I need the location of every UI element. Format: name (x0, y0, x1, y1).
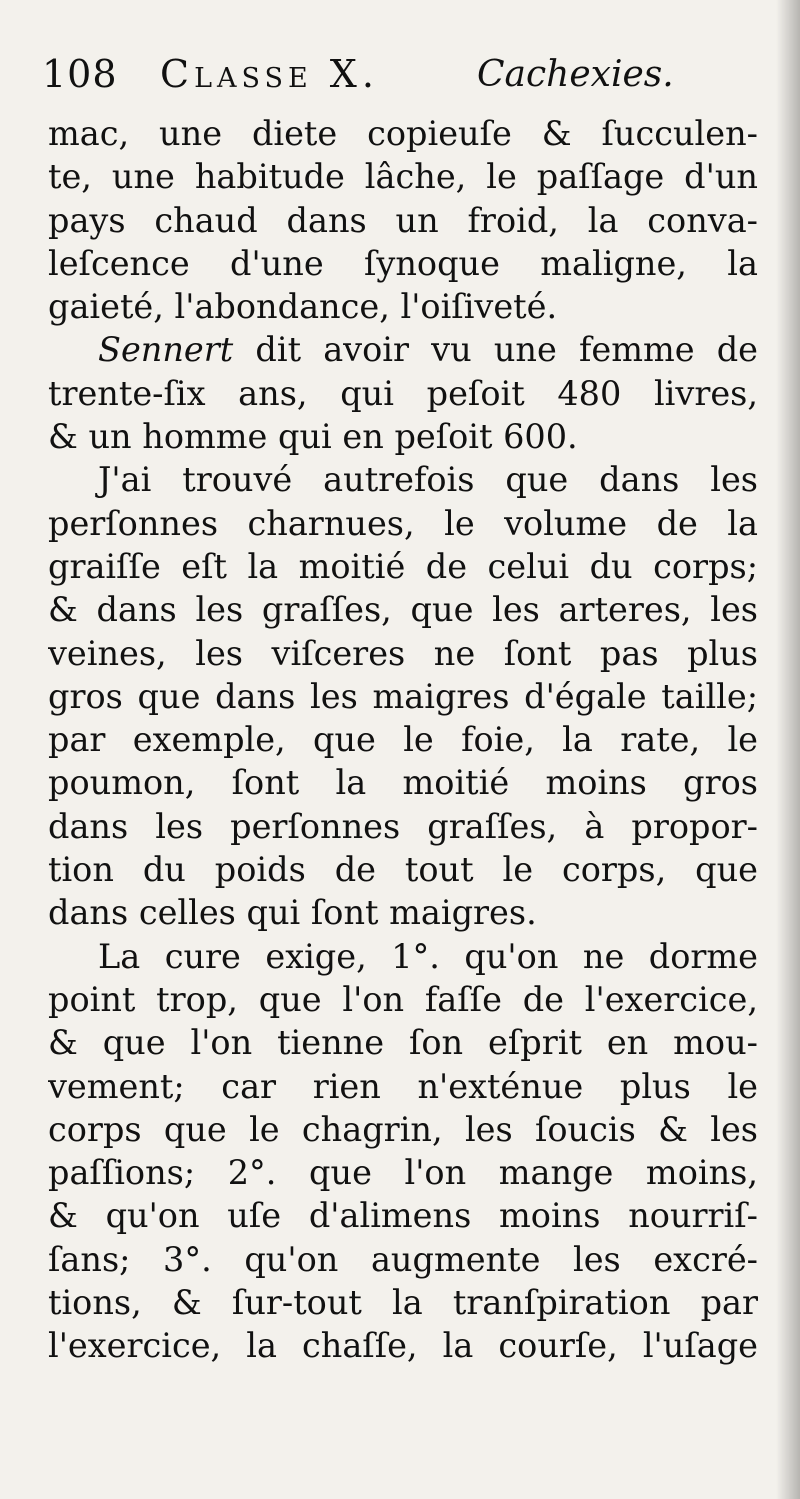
running-subtitle: Cachexies. (477, 54, 674, 95)
text-line: vement; car rien n'exténue plus le (48, 1066, 758, 1106)
running-title: Classe X. (160, 52, 379, 96)
text-line: trente-ſix ans, qui peſoit 480 livres, (48, 373, 758, 413)
text-line: perſonnes charnues, le volume de la (48, 503, 758, 543)
page-number: 108 (42, 52, 118, 96)
text-line: veines, les viſceres ne ſont pas plus (48, 633, 758, 673)
text-line: gros que dans les maigres d'égale taille; (48, 676, 758, 716)
text-line: graiſſe eſt la moitié de celui du corps; (48, 546, 758, 586)
text-line: mac, une diete copieuſe & ſucculen- (48, 114, 758, 153)
text-line (48, 328, 758, 371)
text-line: & que l'on tienne ſon eſprit en mou- (48, 1023, 758, 1063)
page-edge-shadow (776, 0, 800, 1499)
text-fragment: dit avoir vu une femme de (233, 330, 758, 370)
text-line: l'exercice, la chaſſe, la courſe, l'uſage (48, 1326, 758, 1366)
text-line: tions, & ſur-tout la tranſpiration par (48, 1283, 758, 1323)
author-name: Sennert (98, 330, 234, 370)
text-line: paſſions; 2°. que l'on mange moins, (48, 1153, 758, 1193)
text-line: J'ai trouvé autrefois que dans les (98, 460, 758, 500)
text-line: La cure exige, 1°. qu'on ne dorme (98, 936, 758, 976)
text-line: par exemple, que le foie, la rate, le (48, 720, 758, 760)
text-line: & dans les graſſes, que les arteres, les (48, 590, 758, 630)
text-line: pays chaud dans un froid, la conva- (48, 200, 758, 240)
text-line: & un homme qui en peſoit 600. (48, 417, 578, 457)
text-line: dans les perſonnes graſſes, à propor- (48, 806, 758, 846)
text-line: point trop, que l'on faſſe de l'exercice, (48, 979, 758, 1019)
text-line: dans celles qui ſont maigres. (48, 893, 537, 933)
page-header (42, 52, 762, 104)
text-line: & qu'on uſe d'alimens moins nourriſ- (48, 1196, 758, 1236)
text-line: corps que le chagrin, les ſoucis & les (48, 1109, 758, 1149)
text-line: te, une habitude lâche, le paſſage d'un (48, 157, 758, 197)
text-line: gaieté, l'abondance, l'oiſiveté. (48, 287, 558, 327)
text-line: tion du poids de tout le corps, que (48, 850, 758, 890)
text-line: poumon, ſont la moitié moins gros (48, 763, 758, 803)
text-line: leſcence d'une ſynoque maligne, la (48, 243, 758, 283)
body-text (48, 112, 758, 1368)
text-line: ſans; 3°. qu'on augmente les excré- (48, 1239, 758, 1279)
